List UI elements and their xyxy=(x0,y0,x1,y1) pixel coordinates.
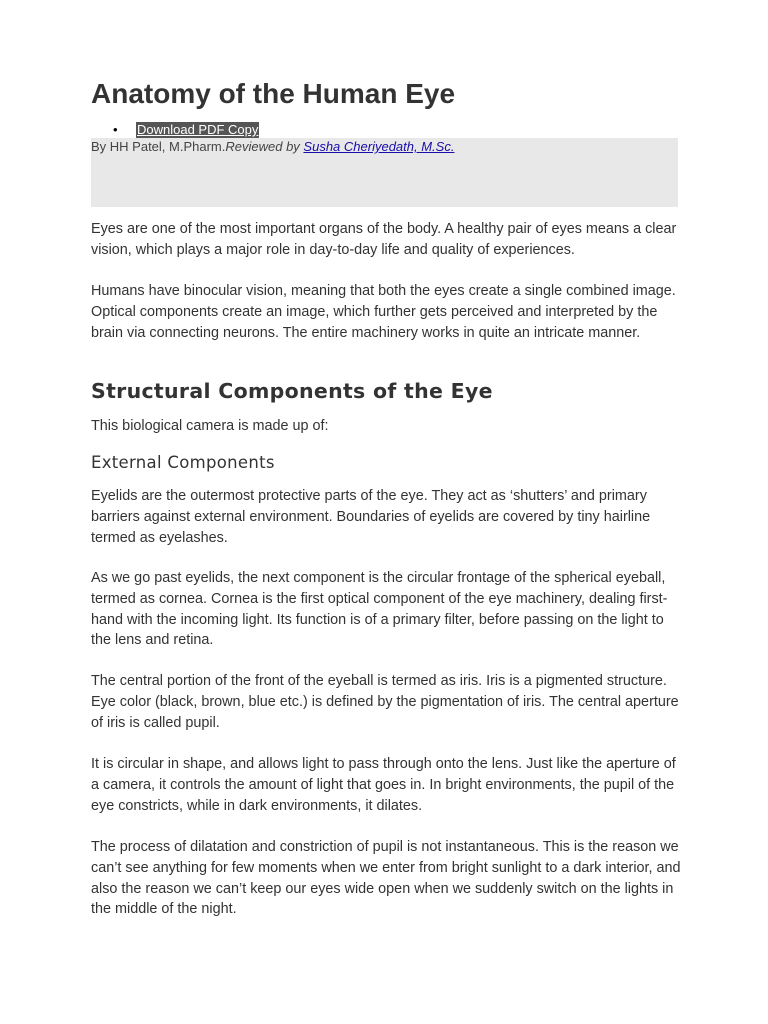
author-name: By HH Patel, M.Pharm. xyxy=(91,139,226,154)
body-paragraph-4: It is circular in shape, and allows light to pass through onto the lens. Just like the aperture of a camera, it controls the amount of light that goes in. In bright environments, the pupil of the eye constricts, while in dark environments, it dilates. xyxy=(91,756,676,814)
bullet-icon: • xyxy=(113,122,118,137)
download-list xyxy=(91,122,259,138)
intro-paragraph-1: Eyes are one of the most important organs of the body. A healthy pair of eyes means a clear vision, which plays a major role in day-to-day life and quality of experiences. xyxy=(91,221,677,258)
body-paragraph-2: As we go past eyelids, the next component is the circular frontage of the spherical eyeball, termed as cornea. Cornea is the first optical component of the eye machinery, dealing first-hand with the incoming light. Its function is of a primary filter, before passing on the light to the lens and retina. xyxy=(91,570,668,649)
body-paragraph-3: The central portion of the front of the eyeball is termed as iris. Iris is a pigmented structure. Eye color (black, brown, blue etc.) is defined by the pigmentation of iris. The central aperture of iris is called pupil. xyxy=(91,673,679,731)
reviewed-by-label: Reviewed by xyxy=(225,139,304,154)
intro-paragraph-2: Humans have binocular vision, meaning that both the eyes create a single combined image. Optical components create an image, which further gets perceived and interpreted by the brain via connecting neurons. The entire machinery works in quite an intricate manner. xyxy=(91,283,676,341)
download-pdf-link[interactable]: Download PDF Copy xyxy=(137,122,259,137)
page-title: Anatomy of the Human Eye xyxy=(91,78,456,109)
download-list-item xyxy=(91,122,259,138)
body-paragraph-1: Eyelids are the outermost protective parts of the eye. They act as ‘shutters’ and primary barriers against external environment. Boundaries of eyelids are covered by tiny hairline termed as eyelashes. xyxy=(91,488,651,546)
byline xyxy=(91,139,454,155)
section-heading: Structural Components of the Eye xyxy=(91,379,493,403)
subsection-heading: External Components xyxy=(91,453,275,472)
body-paragraph-5: The process of dilatation and constriction of pupil is not instantaneous. This is the reason we can’t see anything for few moments when we enter from bright sunlight to a dark interior, and also the reason we can’t keep our eyes wide open when we suddenly switch on the lights in the middle of the night. xyxy=(91,839,681,918)
reviewer-link[interactable]: Susha Cheriyedath, M.Sc. xyxy=(303,139,455,154)
section-intro: This biological camera is made up of: xyxy=(91,418,329,434)
